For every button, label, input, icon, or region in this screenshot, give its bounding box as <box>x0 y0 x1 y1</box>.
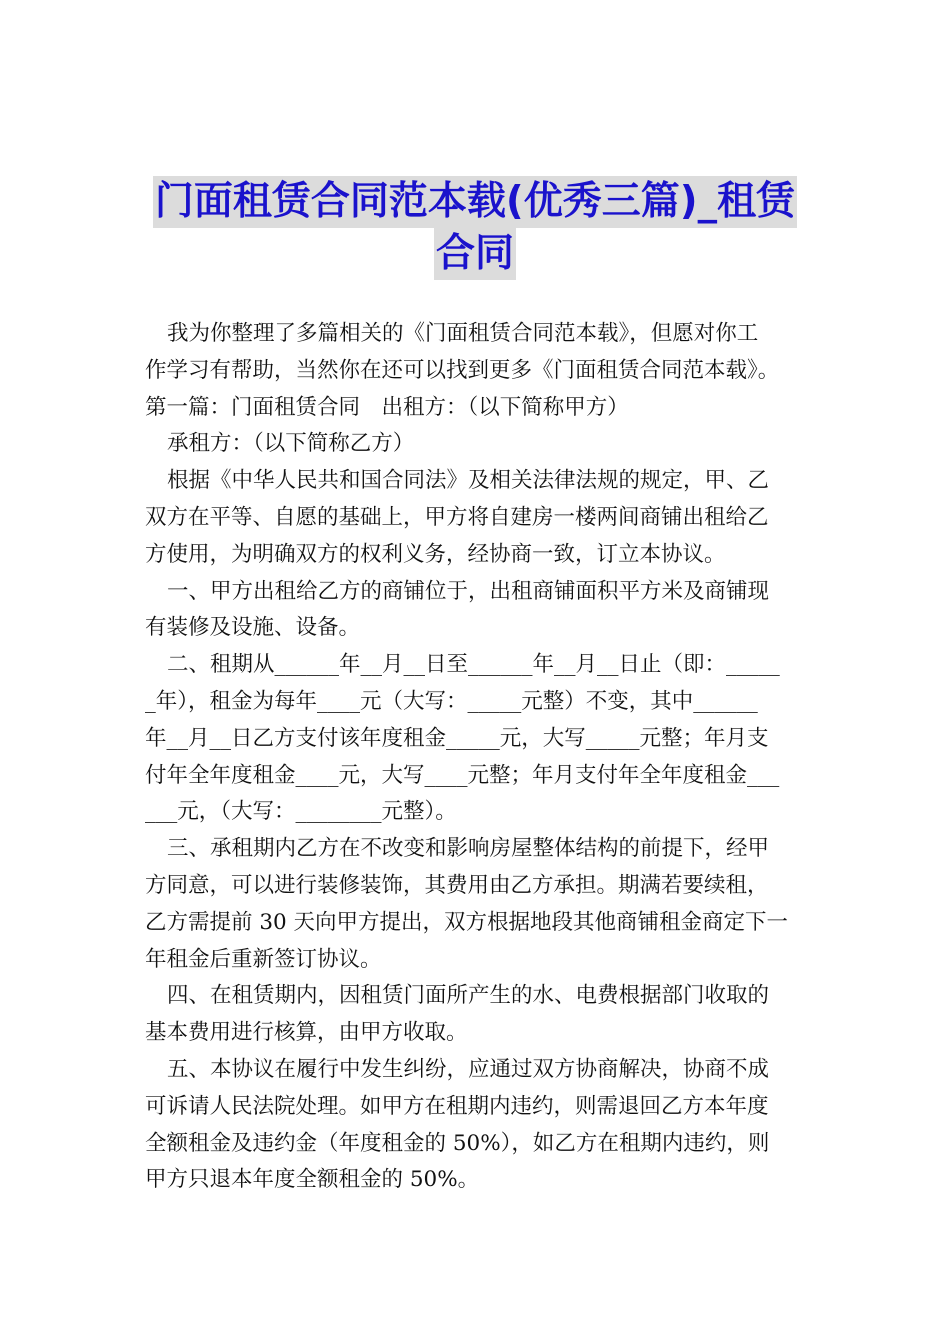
paragraph-line: _年），租金为每年____元（大写：_____元整）不变，其中______ <box>145 688 758 714</box>
paragraph-line: 四、在租赁期内，因租赁门面所产生的水、电费根据部门收取的 <box>167 983 770 1009</box>
paragraph-line: 年__月__日乙方支付该年度租金_____元，大写_____元整；年月支 <box>145 725 769 751</box>
paragraph-line: 二、租期从______年__月__日至______年__月__日止（即：_____ <box>167 652 780 678</box>
paragraph-line: 全额租金及违约金（年度租金的 50%），如乙方在租期内违约，则 <box>145 1130 770 1156</box>
paragraph-line: 承租方：（以下简称乙方） <box>167 431 415 457</box>
paragraph-line: 有装修及设施、设备。 <box>145 615 361 641</box>
title-line-1: 门面租赁合同范本载(优秀三篇)_租赁 <box>153 176 797 228</box>
paragraph-line: 双方在平等、自愿的基础上，甲方将自建房一楼两间商铺出租给乙 <box>145 504 769 530</box>
paragraph-line: 一、甲方出租给乙方的商铺位于，出租商铺面积平方米及商铺现 <box>167 578 770 604</box>
paragraph-line: 可诉请人民法院处理。如甲方在租期内违约，则需退回乙方本年度 <box>145 1093 769 1119</box>
document-body <box>145 316 807 1199</box>
paragraph-line: 乙方需提前 30 天向甲方提出，双方根据地段其他商铺租金商定下一 <box>145 909 789 935</box>
paragraph-line: 年租金后重新签订协议。 <box>145 946 382 972</box>
paragraph-line: ___元，（大写：________元整）。 <box>145 799 457 825</box>
paragraph-line: 基本费用进行核算，由甲方收取。 <box>145 1020 468 1046</box>
document-title <box>120 176 830 280</box>
paragraph-line: 第一篇：门面租赁合同 出租方：（以下简称甲方） <box>145 394 629 420</box>
paragraph-line: 三、承租期内乙方在不改变和影响房屋整体结构的前提下，经甲 <box>167 836 770 862</box>
title-line-2: 合同 <box>434 228 516 280</box>
paragraph-line: 甲方只退本年度全额租金的 50%。 <box>145 1167 480 1193</box>
paragraph-line: 根据《中华人民共和国合同法》及相关法律法规的规定，甲、乙 <box>167 468 770 494</box>
paragraph-line: 付年全年度租金____元，大写____元整；年月支付年全年度租金___ <box>145 762 780 788</box>
paragraph-line: 我为你整理了多篇相关的《门面租赁合同范本载》，但愿对你工 <box>167 321 759 346</box>
paragraph-line: 作学习有帮助，当然你在还可以找到更多《门面租赁合同范本载》。 <box>145 357 780 383</box>
paragraph-line: 方同意，可以进行装修装饰，其费用由乙方承担。期满若要续租， <box>145 872 769 898</box>
paragraph-line: 方使用，为明确双方的权利义务，经协商一致，订立本协议。 <box>145 541 726 567</box>
paragraph-line: 五、本协议在履行中发生纠纷，应通过双方协商解决，协商不成 <box>167 1056 770 1082</box>
